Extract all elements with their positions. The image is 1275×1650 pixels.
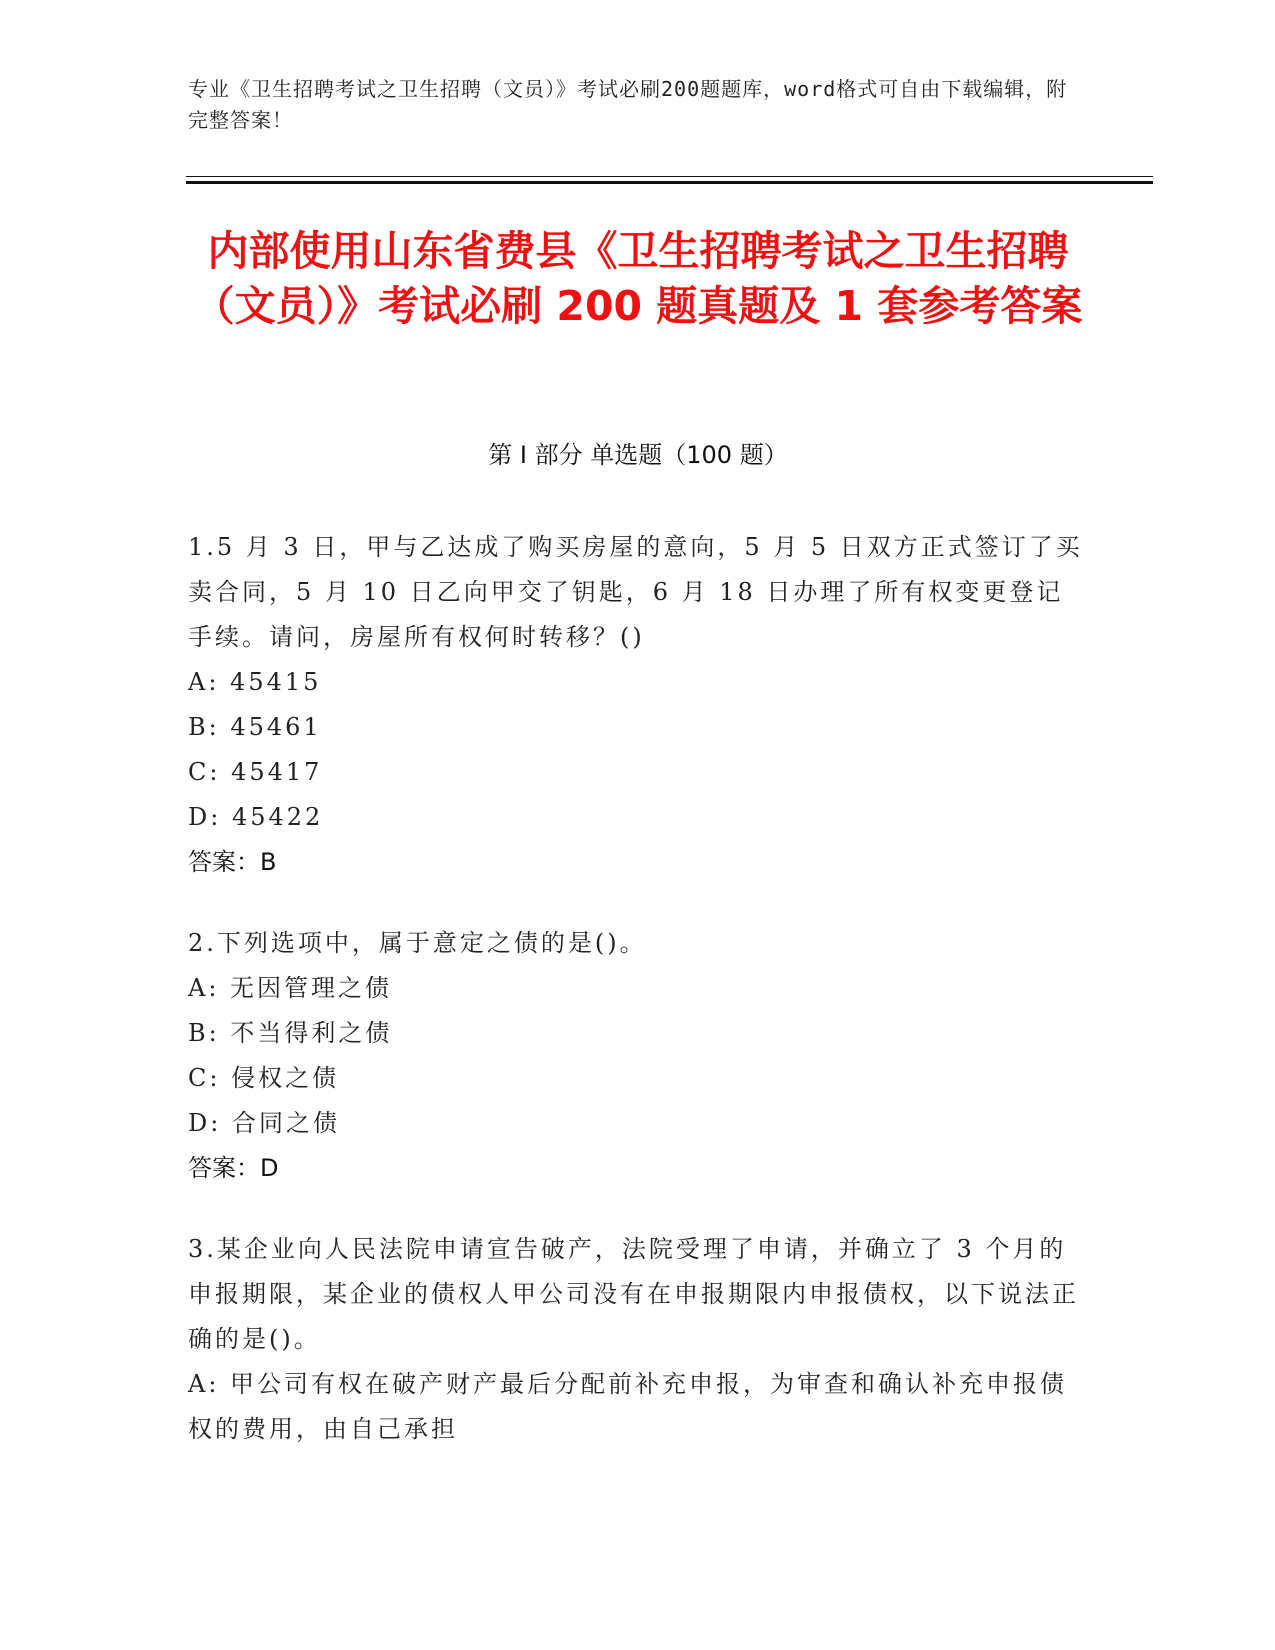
option-b: B: 45461	[188, 713, 322, 741]
option-a: A: 无因管理之债	[188, 974, 393, 1002]
option-c: C: 45417	[188, 758, 323, 786]
question-item	[188, 1227, 1088, 1452]
option-b: B: 不当得利之债	[188, 1019, 393, 1047]
question-item	[188, 921, 1088, 1191]
answer: 答案：D	[188, 1154, 279, 1182]
option-c: C: 侵权之债	[188, 1064, 340, 1092]
option-a: A: 45415	[188, 668, 322, 696]
document-title: 内部使用山东省费县《卫生招聘考试之卫生招聘（文员）》考试必刷 200 题真题及 1 套参考答案	[193, 227, 1083, 330]
header-divider-thick	[186, 181, 1153, 184]
option-d: D: 合同之债	[188, 1109, 340, 1137]
question-item	[188, 525, 1088, 885]
header-note: 专业《卫生招聘考试之卫生招聘（文员）》考试必刷200题题库，word格式可自由下载编辑，附完整答案！	[188, 77, 1068, 132]
option-d: D: 45422	[188, 803, 324, 831]
header-divider-thin	[186, 176, 1153, 177]
option-a: A: 甲公司有权在破产财产最后分配前补充申报，为审查和确认补充申报债权的费用，由自己承担	[188, 1370, 1068, 1443]
answer: 答案：B	[188, 848, 277, 876]
question-text: 3.某企业向人民法院申请宣告破产，法院受理了申请，并确立了 3 个月的申报期限，某企业的债权人甲公司没有在申报期限内申报债权，以下说法正确的是()。	[188, 1235, 1079, 1353]
section-title: 第 I 部分 单选题（100 题）	[488, 441, 788, 469]
question-text: 1.5 月 3 日，甲与乙达成了购买房屋的意向，5 月 5 日双方正式签订了买卖合同，5 月 10 日乙向甲交了钥匙，6 月 18 日办理了所有权变更登记手续。请问，房屋所有权何时转移？()	[188, 533, 1083, 651]
question-text: 2.下列选项中，属于意定之债的是()。	[188, 929, 647, 957]
question-list	[188, 525, 1088, 1488]
